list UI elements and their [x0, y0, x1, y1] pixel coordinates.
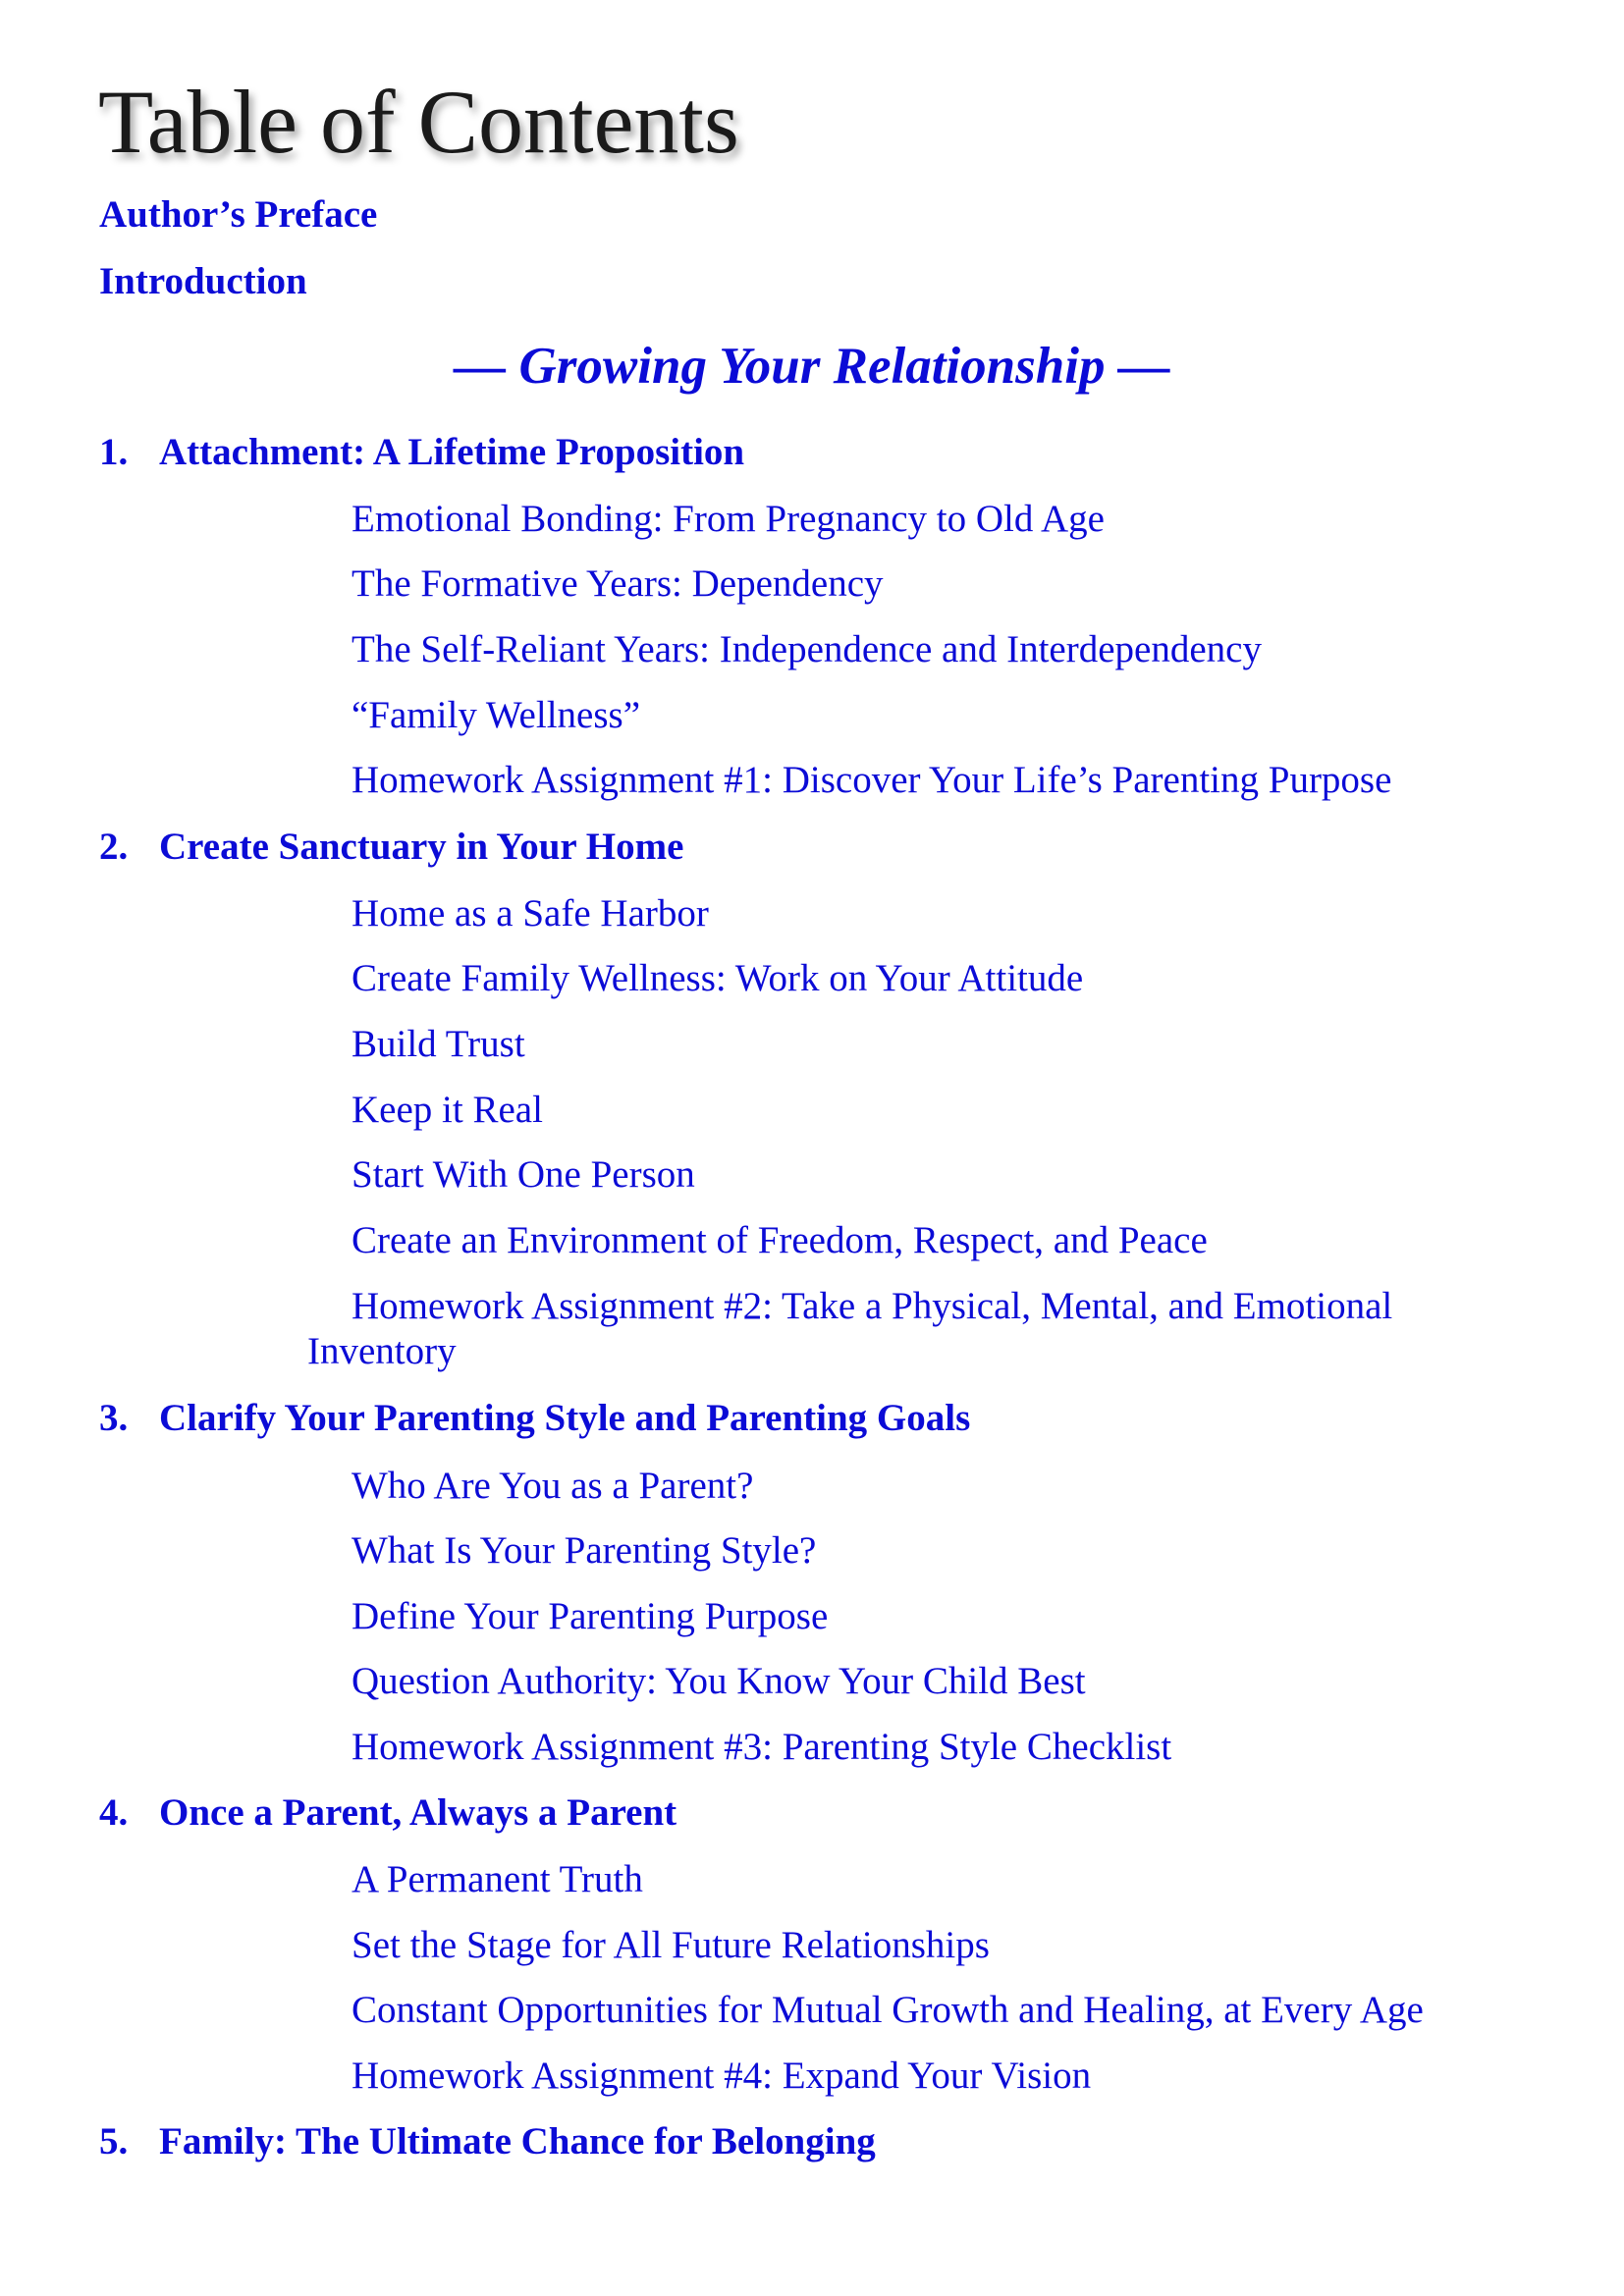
toc-section[interactable]: Emotional Bonding: From Pregnancy to Old Age	[352, 498, 1105, 540]
chapter-title: Create Sanctuary in Your Home	[159, 826, 684, 868]
toc-section-continuation[interactable]: Inventory	[307, 1330, 457, 1372]
toc-section[interactable]: Who Are You as a Parent?	[352, 1465, 754, 1507]
toc-section[interactable]: Homework Assignment #3: Parenting Style Checklist	[352, 1726, 1172, 1768]
toc-section[interactable]: Start With One Person	[352, 1153, 695, 1196]
chapter-title: Attachment: A Lifetime Proposition	[159, 431, 745, 473]
chapter-number: 5.	[99, 2120, 129, 2163]
toc-chapter-5[interactable]	[99, 2121, 876, 2163]
toc-section[interactable]: Set the Stage for All Future Relationships	[352, 1924, 990, 1966]
toc-section[interactable]: Build Trust	[352, 1023, 525, 1065]
part-heading: — Growing Your Relationship —	[454, 338, 1170, 395]
toc-chapter-4[interactable]	[99, 1792, 677, 1835]
toc-section[interactable]: The Self-Reliant Years: Independence and Interdependency	[352, 628, 1262, 670]
toc-chapter-2[interactable]	[99, 827, 683, 869]
toc-section[interactable]: Homework Assignment #2: Take a Physical, Mental, and Emotional	[352, 1285, 1393, 1327]
toc-chapter-3[interactable]	[99, 1398, 970, 1440]
chapter-number: 4.	[99, 1791, 129, 1834]
toc-entry-authors-preface[interactable]: Author’s Preface	[99, 193, 378, 236]
toc-section[interactable]: Keep it Real	[352, 1089, 543, 1131]
toc-section[interactable]: What Is Your Parenting Style?	[352, 1529, 817, 1572]
chapter-title: Once a Parent, Always a Parent	[159, 1791, 677, 1834]
toc-section[interactable]: Constant Opportunities for Mutual Growth and Healing, at Every Age	[352, 1989, 1424, 2031]
toc-section[interactable]: Create an Environment of Freedom, Respect, and Peace	[352, 1219, 1208, 1261]
toc-entry-introduction[interactable]: Introduction	[99, 260, 307, 302]
toc-section[interactable]: A Permanent Truth	[352, 1858, 643, 1900]
chapter-number: 2.	[99, 826, 129, 868]
toc-section[interactable]: Create Family Wellness: Work on Your Attitude	[352, 957, 1084, 999]
toc-chapter-1[interactable]	[99, 432, 744, 474]
toc-section[interactable]: The Formative Years: Dependency	[352, 562, 884, 605]
page-title: Table of Contents	[98, 72, 739, 172]
toc-section[interactable]: Homework Assignment #4: Expand Your Vision	[352, 2055, 1092, 2097]
toc-section[interactable]: “Family Wellness”	[352, 694, 641, 736]
chapter-number: 1.	[99, 431, 129, 473]
chapter-title: Clarify Your Parenting Style and Parenting Goals	[159, 1397, 971, 1439]
toc-section[interactable]: Homework Assignment #1: Discover Your Life’s Parenting Purpose	[352, 759, 1392, 801]
chapter-number: 3.	[99, 1397, 129, 1439]
toc-section[interactable]: Home as a Safe Harbor	[352, 892, 709, 934]
chapter-title: Family: The Ultimate Chance for Belonging	[159, 2120, 876, 2163]
toc-section[interactable]: Question Authority: You Know Your Child Best	[352, 1660, 1086, 1702]
toc-section[interactable]: Define Your Parenting Purpose	[352, 1595, 829, 1637]
